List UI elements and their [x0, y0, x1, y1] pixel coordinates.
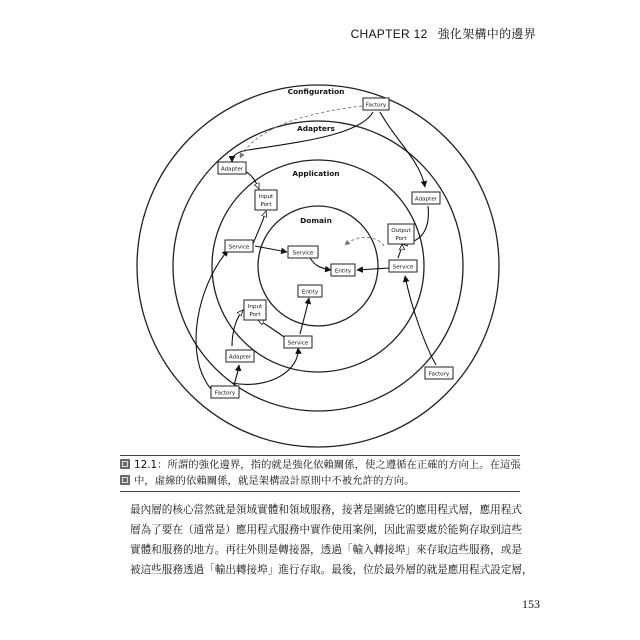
caption-rule [120, 455, 520, 492]
factory-bottom-left-box [211, 386, 239, 398]
edge-service-bottom-to-entity [300, 298, 309, 334]
svg-text:Input: Input [258, 194, 274, 200]
edge-factory-bottom-to-adapter-bottom [234, 365, 239, 385]
entity-lower-box [298, 285, 322, 297]
factory-bottom-right-box [425, 367, 453, 379]
svg-text:Service: Service [392, 264, 414, 271]
configuration-label: Configuration [287, 87, 345, 96]
edge-service-right-to-entity [357, 268, 390, 270]
svg-text:Port: Port [249, 312, 261, 318]
service-bottom-box [284, 336, 312, 348]
application-label: Application [292, 169, 340, 178]
svg-text:Port: Port [395, 236, 407, 242]
svg-text:Port: Port [260, 202, 272, 208]
svg-text:Adapter: Adapter [414, 196, 438, 203]
edge-service-center-to-entity [310, 258, 331, 270]
svg-text:Adapter: Adapter [228, 354, 252, 361]
svg-text:Service: Service [228, 244, 250, 251]
svg-text:Factory: Factory [428, 371, 450, 378]
svg-text:Input: Input [247, 304, 263, 310]
adapters-label: Adapters [297, 124, 335, 133]
body-line-1: 最內層的核心當然就是領域實體和領域服務，接著是圍繞它的應用程式層，應用程式 [130, 504, 522, 516]
service-left-box [225, 240, 253, 252]
body-line-4: 被這些服務透過「輸出轉接埠」進行存取。最後，位於最外層的就是應用程式設定層， [130, 564, 533, 576]
svg-text:Factory: Factory [214, 390, 236, 397]
svg-text:Service: Service [287, 340, 309, 347]
edge-service-right-to-output-port [398, 244, 402, 258]
page-number: 153 [522, 597, 540, 611]
body-paragraph [130, 500, 533, 580]
entity-center-box [331, 264, 355, 276]
edge-adapter-bottom-to-input-port [232, 310, 243, 346]
chapter-title: 強化架構中的邊界 [437, 27, 536, 41]
body-line-3: 實體和服務的地方。再往外則是轉接器，透過「輸入轉接埠」來存取這些服務，或是 [130, 544, 522, 556]
svg-text:Entity: Entity [301, 289, 319, 296]
output-port-box [388, 224, 414, 244]
dashed-dependency-domain [345, 237, 384, 246]
domain-label: Domain [300, 216, 332, 225]
figure-icon [120, 459, 130, 469]
service-right-box [389, 260, 417, 272]
svg-text:Service: Service [292, 250, 314, 257]
caption-text-1: 12.1：所謂的強化邊界，指的就是強化依賴關係，使之遵循在正確的方向上。在這張 [134, 459, 521, 471]
body-line-2: 層為了要在（通常是）應用程式服務中實作使用案例，因此需要處於能夠存取到這些 [130, 524, 522, 536]
svg-text:Adapter: Adapter [220, 166, 244, 173]
figure-caption [120, 457, 520, 489]
svg-text:Output: Output [391, 228, 411, 234]
edge-factory-to-adapter-right [380, 112, 425, 187]
factory-top-box [363, 98, 389, 110]
figure-ref-icon [120, 475, 130, 485]
adapter-bottom-box [226, 350, 254, 362]
svg-text:Factory: Factory [365, 102, 387, 109]
svg-text:Entity: Entity [334, 268, 352, 275]
input-port-top-box [255, 190, 277, 210]
caption-text-2: 中，虛線的依賴關係，就是架構設計原則中不被允許的方向。 [134, 475, 415, 487]
adapter-right-box [412, 192, 440, 204]
input-port-bottom-box [244, 300, 266, 320]
chapter-label: CHAPTER 12 [350, 27, 428, 41]
adapter-left-box [218, 162, 246, 174]
service-center-box [288, 246, 318, 258]
